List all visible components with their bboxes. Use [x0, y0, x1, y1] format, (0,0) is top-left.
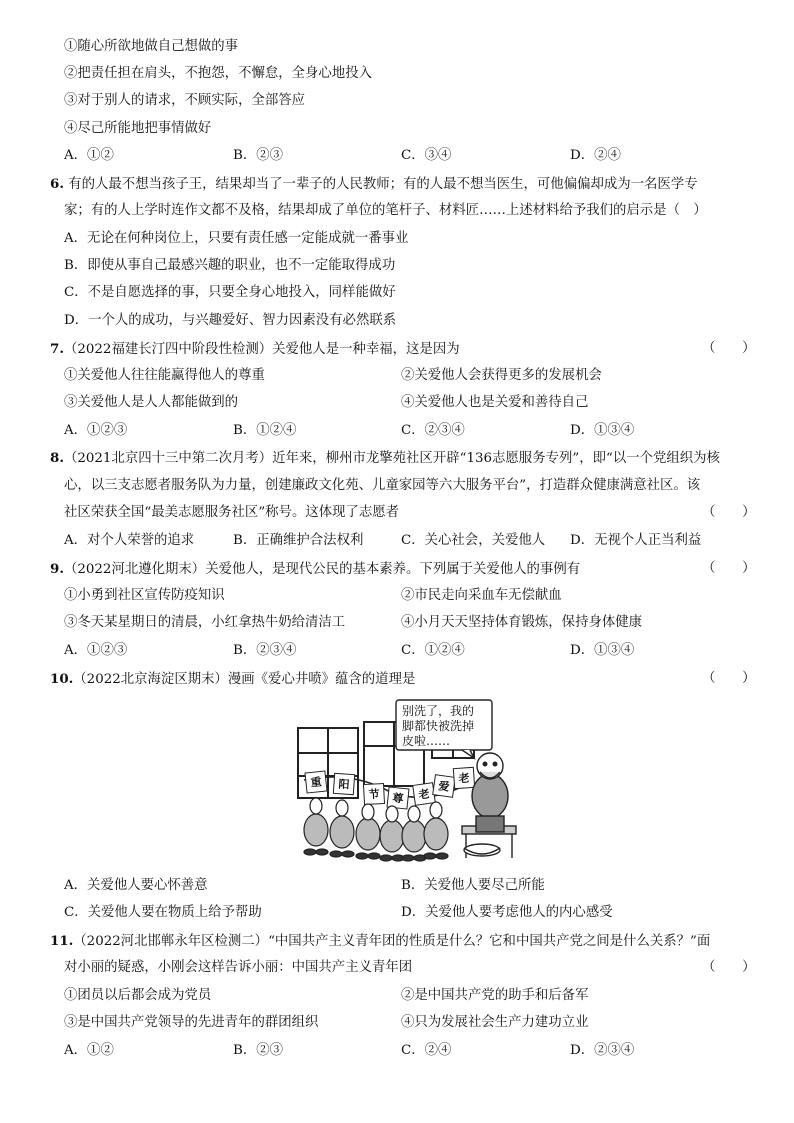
q8-stem-line-3: 社区荣获全国“最美志愿服务社区”称号。这体现了志愿者 — [64, 505, 400, 520]
q7-option-d[interactable]: D．①③④ — [570, 423, 635, 438]
q6-option-b[interactable]: B．即使从事自己最感兴趣的职业，也不一定能取得成功 — [64, 258, 396, 273]
q6-option-d[interactable]: D．一个人的成功，与兴趣爱好、智力因素没有必然联系 — [64, 313, 397, 328]
q6-stem-line-2: 家；有的人上学时连作文都不及格，结果却成了单位的笔杆子、材料匠……上述材料给予我们的启示是（ ） — [64, 203, 707, 218]
q8-option-c[interactable]: C．关心社会，关爱他人 — [401, 533, 546, 548]
q8-stem-line-1 — [50, 449, 720, 468]
q10-answer-paren[interactable]: （ ） — [702, 671, 756, 686]
q9-option-b[interactable]: B．②③④ — [233, 643, 297, 658]
q5-option-a[interactable]: A．①② — [64, 148, 114, 163]
q9-item-2: ②市民走向采血车无偿献血 — [401, 588, 562, 603]
q6-stem-1: 有的人最不想当孩子王，结果却当了一辈子的人民教师；有的人最不想当医生，可他偏偏却成为一名医学专 — [68, 177, 698, 192]
q8-number: 8. — [50, 450, 64, 466]
q9-option-a[interactable]: A．①②③ — [64, 643, 128, 658]
q7-source: （2022福建长汀四中阶段性检测） — [63, 342, 273, 357]
q10-option-b[interactable]: B．关爱他人要尽己所能 — [401, 878, 545, 893]
q7-option-a[interactable]: A．①②③ — [64, 423, 128, 438]
q7-option-b[interactable]: B．①②④ — [233, 423, 297, 438]
q11-option-a[interactable]: A．①② — [64, 1043, 114, 1058]
cartoon-illustration — [292, 698, 524, 866]
q5-option-d[interactable]: D．②④ — [570, 148, 621, 163]
banner-char-1: 重 — [309, 775, 323, 790]
q7-item-2: ②关爱他人会获得更多的发展机会 — [401, 368, 602, 383]
q9-item-1: ①小勇到社区宣传防疫知识 — [64, 588, 225, 603]
q10-stem — [50, 670, 415, 689]
q9-source: （2022河北遵化期末） — [63, 562, 206, 577]
q11-item-4: ④只为发展社会生产力建功立业 — [401, 1015, 589, 1030]
q9-stem — [50, 560, 580, 579]
q5-item-3: ③对于别人的请求，不顾实际，全部答应 — [64, 93, 306, 108]
banner-char-6: 爱 — [437, 779, 451, 794]
q10-source: （2022北京海淀区期末） — [73, 672, 228, 687]
q9-answer-paren[interactable]: （ ） — [702, 561, 756, 576]
q10-number: 10. — [50, 671, 74, 687]
speech-bubble — [396, 700, 492, 758]
q11-option-c[interactable]: C．②④ — [401, 1043, 452, 1058]
speech-line-2: 脚都快被洗掉 — [402, 719, 475, 733]
q7-option-c[interactable]: C．②③④ — [401, 423, 465, 438]
q11-option-b[interactable]: B．②③ — [233, 1043, 284, 1058]
q7-item-1: ①关爱他人往往能赢得他人的尊重 — [64, 368, 265, 383]
q11-option-d[interactable]: D．②③④ — [570, 1043, 635, 1058]
crowd-figures — [304, 798, 448, 861]
q5-item-1: ①随心所欲地做自己想做的事 — [64, 39, 239, 54]
q8-stem-line-2: 心，以三支志愿者服务队为力量，创建廉政文化苑、儿童家园等六大服务平台”，打造群众健康满意社区。该 — [64, 478, 701, 493]
q6-option-a[interactable]: A．无论在何种岗位上，只要有责任感一定能成就一番事业 — [64, 231, 409, 246]
banner-char-2: 阳 — [338, 777, 350, 792]
q11-answer-paren[interactable]: （ ） — [702, 960, 756, 975]
q6-stem-line-1 — [50, 175, 698, 194]
q6-number: 6. — [50, 176, 64, 192]
q9-stem-text: 关爱他人，是现代公民的基本素养。下列属于关爱他人的事例有 — [205, 562, 581, 577]
q9-item-3: ③冬天某星期日的清晨，小红拿热牛奶给清洁工 — [64, 615, 346, 630]
q11-stem-1: “中国共产主义青年团的性质是什么？它和中国共产党之间是什么关系？”面 — [268, 934, 711, 949]
q9-item-4: ④小月天天坚持体育锻炼，保持身体健康 — [401, 615, 643, 630]
q9-option-c[interactable]: C．①②④ — [401, 643, 465, 658]
banner-char-4: 尊 — [391, 791, 405, 806]
q8-option-a[interactable]: A．对个人荣誉的追求 — [64, 533, 195, 548]
q7-item-3: ③关爱他人是人人都能做到的 — [64, 395, 239, 410]
speech-line-3: 皮啦…… — [402, 734, 451, 748]
speech-line-1: 别洗了，我的 — [402, 704, 475, 718]
q8-source: （2021北京四十三中第二次月考） — [63, 451, 273, 466]
banner-cards — [305, 767, 475, 809]
q11-number: 11. — [50, 933, 74, 949]
q7-stem — [50, 340, 460, 359]
q9-number: 9. — [50, 561, 64, 577]
banner-char-7: 老 — [458, 771, 470, 786]
q5-option-b[interactable]: B．②③ — [233, 148, 284, 163]
q11-stem-line-1 — [50, 932, 710, 951]
q10-option-d[interactable]: D．关爱他人要考虑他人的内心感受 — [401, 905, 613, 920]
q10-option-c[interactable]: C．关爱他人要在物质上给予帮助 — [64, 905, 262, 920]
q7-stem-text: 关爱他人是一种幸福，这是因为 — [272, 342, 460, 357]
q8-option-d[interactable]: D．无视个人正当利益 — [570, 533, 702, 548]
q7-item-4: ④关爱他人也是关爱和善待自己 — [401, 395, 589, 410]
q9-option-d[interactable]: D．①③④ — [570, 643, 635, 658]
banner-char-5: 老 — [417, 787, 431, 802]
q7-answer-paren[interactable]: （ ） — [702, 341, 756, 356]
q5-option-c[interactable]: C．③④ — [401, 148, 452, 163]
q11-item-2: ②是中国共产党的助手和后备军 — [401, 988, 589, 1003]
q5-item-4: ④尽己所能地把事情做好 — [64, 121, 212, 136]
q6-option-c[interactable]: C．不是自愿选择的事，只要全身心地投入，同样能做好 — [64, 285, 396, 300]
q10-stem-text: 漫画《爱心井喷》蕴含的道理是 — [227, 672, 416, 687]
q10-option-a[interactable]: A．关爱他人要心怀善意 — [64, 878, 208, 893]
q5-item-2: ②把责任担在肩头，不抱怨，不懈怠，全身心地投入 — [64, 66, 372, 81]
q7-number: 7. — [50, 341, 64, 357]
q11-stem-line-2: 对小丽的疑惑，小刚会这样告诉小丽：中国共产主义青年团 — [64, 960, 413, 975]
banner-char-3: 节 — [368, 787, 380, 802]
q11-source: （2022河北邯郸永年区检测二） — [73, 934, 269, 949]
q8-stem-1: 近年来，柳州市龙擎苑社区开辟“136志愿服务专列”，即“以一个党组织为核 — [272, 451, 720, 466]
q8-answer-paren[interactable]: （ ） — [702, 505, 756, 520]
q11-item-3: ③是中国共产党领导的先进青年的群团组织 — [64, 1015, 319, 1030]
q11-item-1: ①团员以后都会成为党员 — [64, 988, 212, 1003]
q8-option-b[interactable]: B．正确维护合法权利 — [233, 533, 364, 548]
